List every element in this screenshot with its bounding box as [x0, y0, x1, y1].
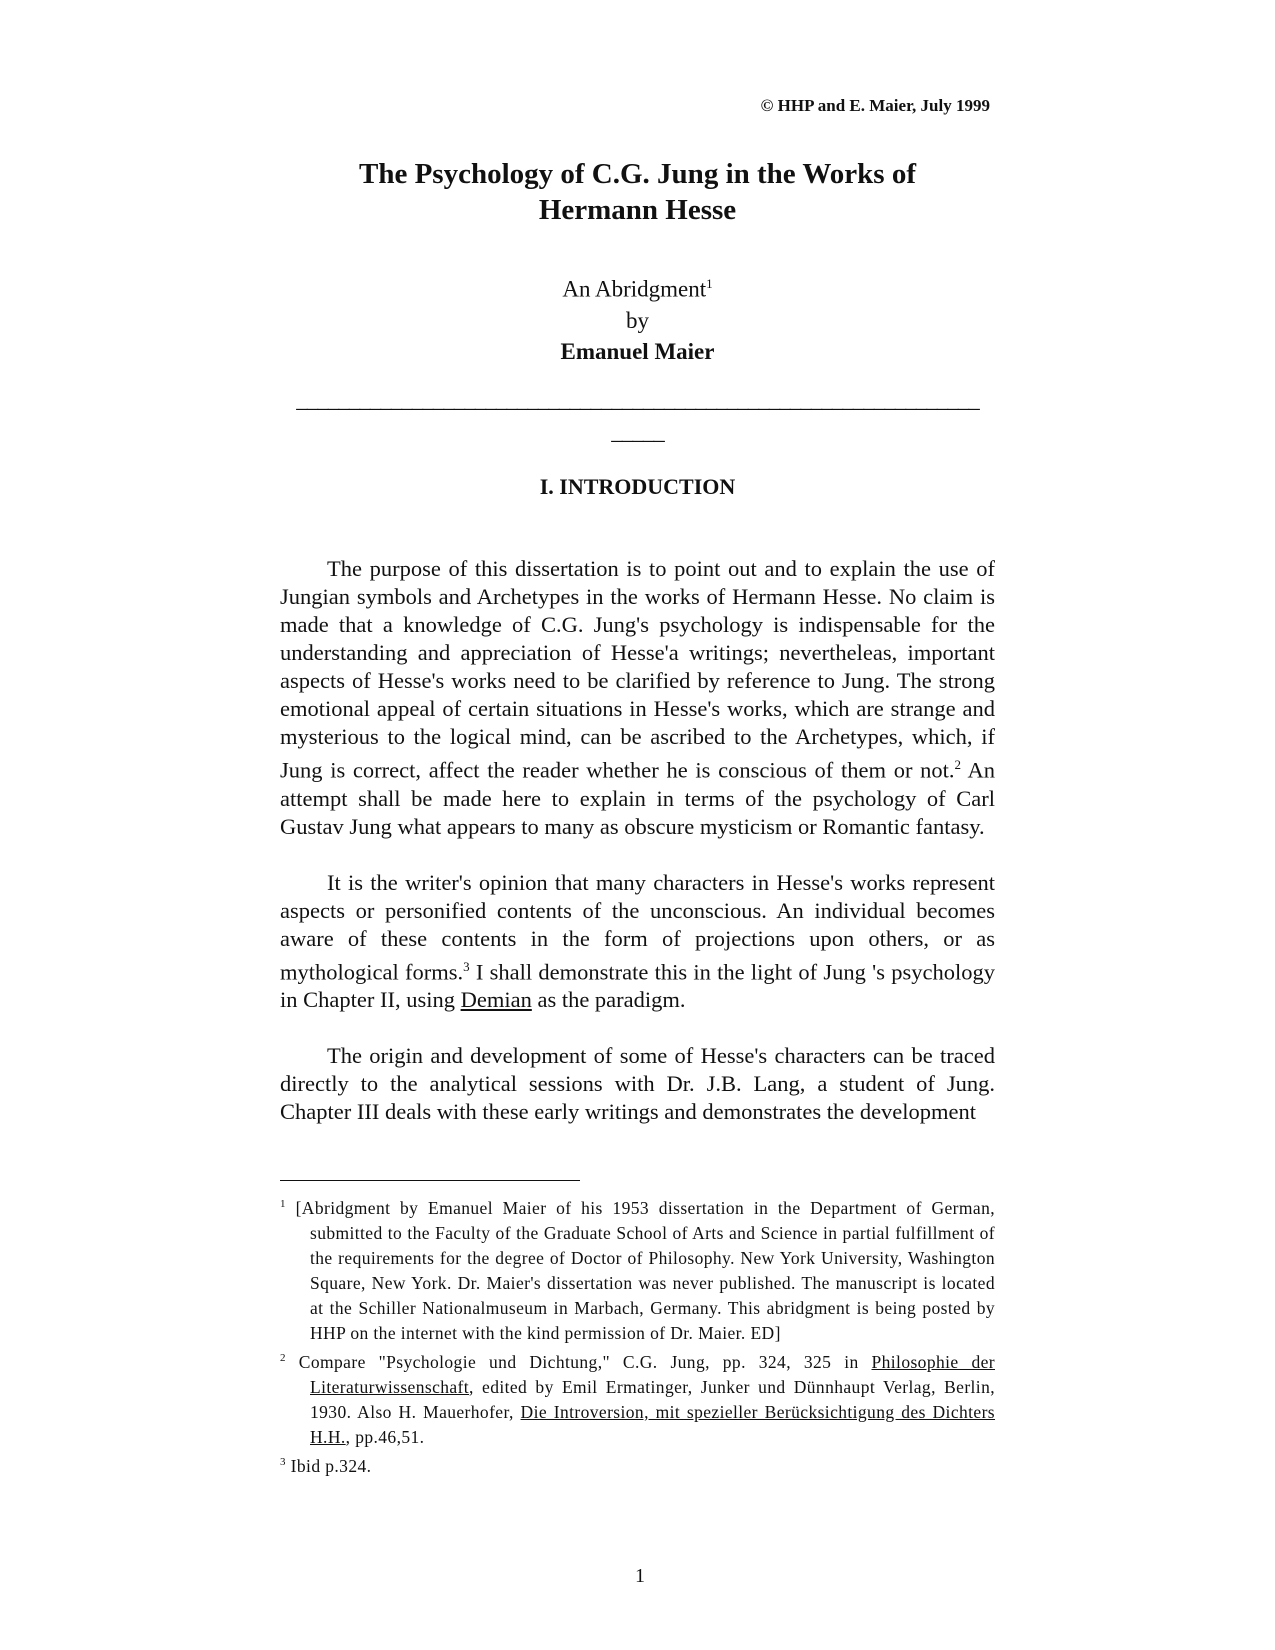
footnote-2-text-a: Compare "Psychologie und Dichtung," C.G. Jung, pp. 324, 325 in [285, 1351, 872, 1372]
copyright-notice: © HHP and E. Maier, July 1999 [760, 96, 990, 115]
footnote-2 [280, 1346, 995, 1450]
footnote-2-text-c: , pp.46,51. [345, 1426, 425, 1447]
title-line-1: The Psychology of C.G. Jung in the Works of [359, 158, 916, 190]
footnote-1-text: [Abridgment by Emanuel Maier of his 1953 dissertation in the Department of German, submitted to the Faculty of the Graduate School of Arts and Science in partial fulfillment of the requirements for the degree of Doctor of Philosophy. New York University, Washington Square, New York. Dr. Maier's dissertation was never published. The manuscript is located at the Schiller Nationalmuseum in Marbach, Germany. This abridgment is being posted by HHP on the internet with the kind permission of Dr. Maier. ED] [285, 1197, 995, 1343]
subtitle-line [280, 268, 995, 305]
section-heading: I. INTRODUCTION [539, 474, 736, 499]
paragraph-3: The origin and development of some of Hesse's characters can be traced directly to the analytical sessions with Dr. J.B. Lang, a student of Jung. Chapter III deals with these early writings and demonstrates the development [280, 1043, 995, 1124]
footnote-ref-1[interactable]: 1 [706, 276, 713, 291]
footnote-ref-3[interactable]: 3 [463, 958, 470, 974]
paragraph-2-text-b: I shall demonstrate this in the light of Jung 's psychology in Chapter II, using [280, 959, 995, 1012]
footnote-1 [280, 1192, 995, 1346]
paragraph-1-text-b: An attempt shall be made here to explain in terms of the psychology of Carl Gustav Jung what appears to many as obscure mysticism or Romantic fantasy. [280, 757, 995, 839]
page-number: 1 [635, 1565, 645, 1587]
footnote-3-text: Ibid p.324. [285, 1455, 372, 1476]
paragraph-2 [280, 869, 995, 1015]
book-title-philosophie: Philosophie der Literaturwissenschaft [310, 1351, 995, 1397]
paragraph-1-text-a: The purpose of this dissertation is to point out and to explain the use of Jungian symbols and Archetypes in the works of Hermann Hesse. No claim is made that a knowledge of C.G. Jung's psychology is indispensable for the understanding and appreciation of Hesse'a writings; nevertheleas, important aspects of Hesse's works need to be clarified by reference to Jung. The strong emotional appeal of certain situations in Hesse's works, which are strange and mysterious to the logical mind, can be ascribed to the Archetypes, which, if Jung is correct, affect the reader whether he is conscious of them or not. [280, 556, 995, 783]
footnote-3 [280, 1450, 995, 1479]
author-name: Emanuel Maier [560, 338, 715, 364]
footnote-2-text-b: , edited by Emil Ermatinger, Junker und Dünnhaupt Verlag, Berlin, 1930. Also H. Mauerhofer, [310, 1376, 995, 1422]
paragraph-2-text-c: as the paradigm. [531, 987, 686, 1012]
book-title-demian: Demian [460, 987, 532, 1012]
footnote-3-number: 3 [280, 1455, 286, 1468]
footnote-1-number: 1 [280, 1198, 286, 1210]
document-title [280, 156, 995, 228]
title-line-2: Hermann Hesse [538, 194, 737, 226]
body-text [280, 555, 995, 1154]
separator-line-short: _____ [611, 419, 664, 444]
separator-line: _________________________________________________________________ [296, 387, 979, 412]
footnote-divider [280, 1180, 580, 1181]
book-title-introversion: Die Introversion, mit spezieller Berücksichtigung des Dichters H.H. [310, 1401, 996, 1447]
by-line: by [626, 307, 649, 333]
subtitle-block [280, 268, 995, 367]
footnote-2-number: 2 [280, 1351, 286, 1364]
paragraph-2-text-a: It is the writer's opinion that many characters in Hesse's works represent aspects or personified contents of the unconscious. An individual becomes aware of these contents in the form of projections upon others, or as mythological forms. [280, 869, 995, 984]
footnote-ref-2[interactable]: 2 [954, 757, 962, 772]
footnotes [280, 1192, 995, 1478]
paragraph-1 [280, 555, 995, 841]
subtitle-text: An Abridgment [562, 276, 707, 302]
